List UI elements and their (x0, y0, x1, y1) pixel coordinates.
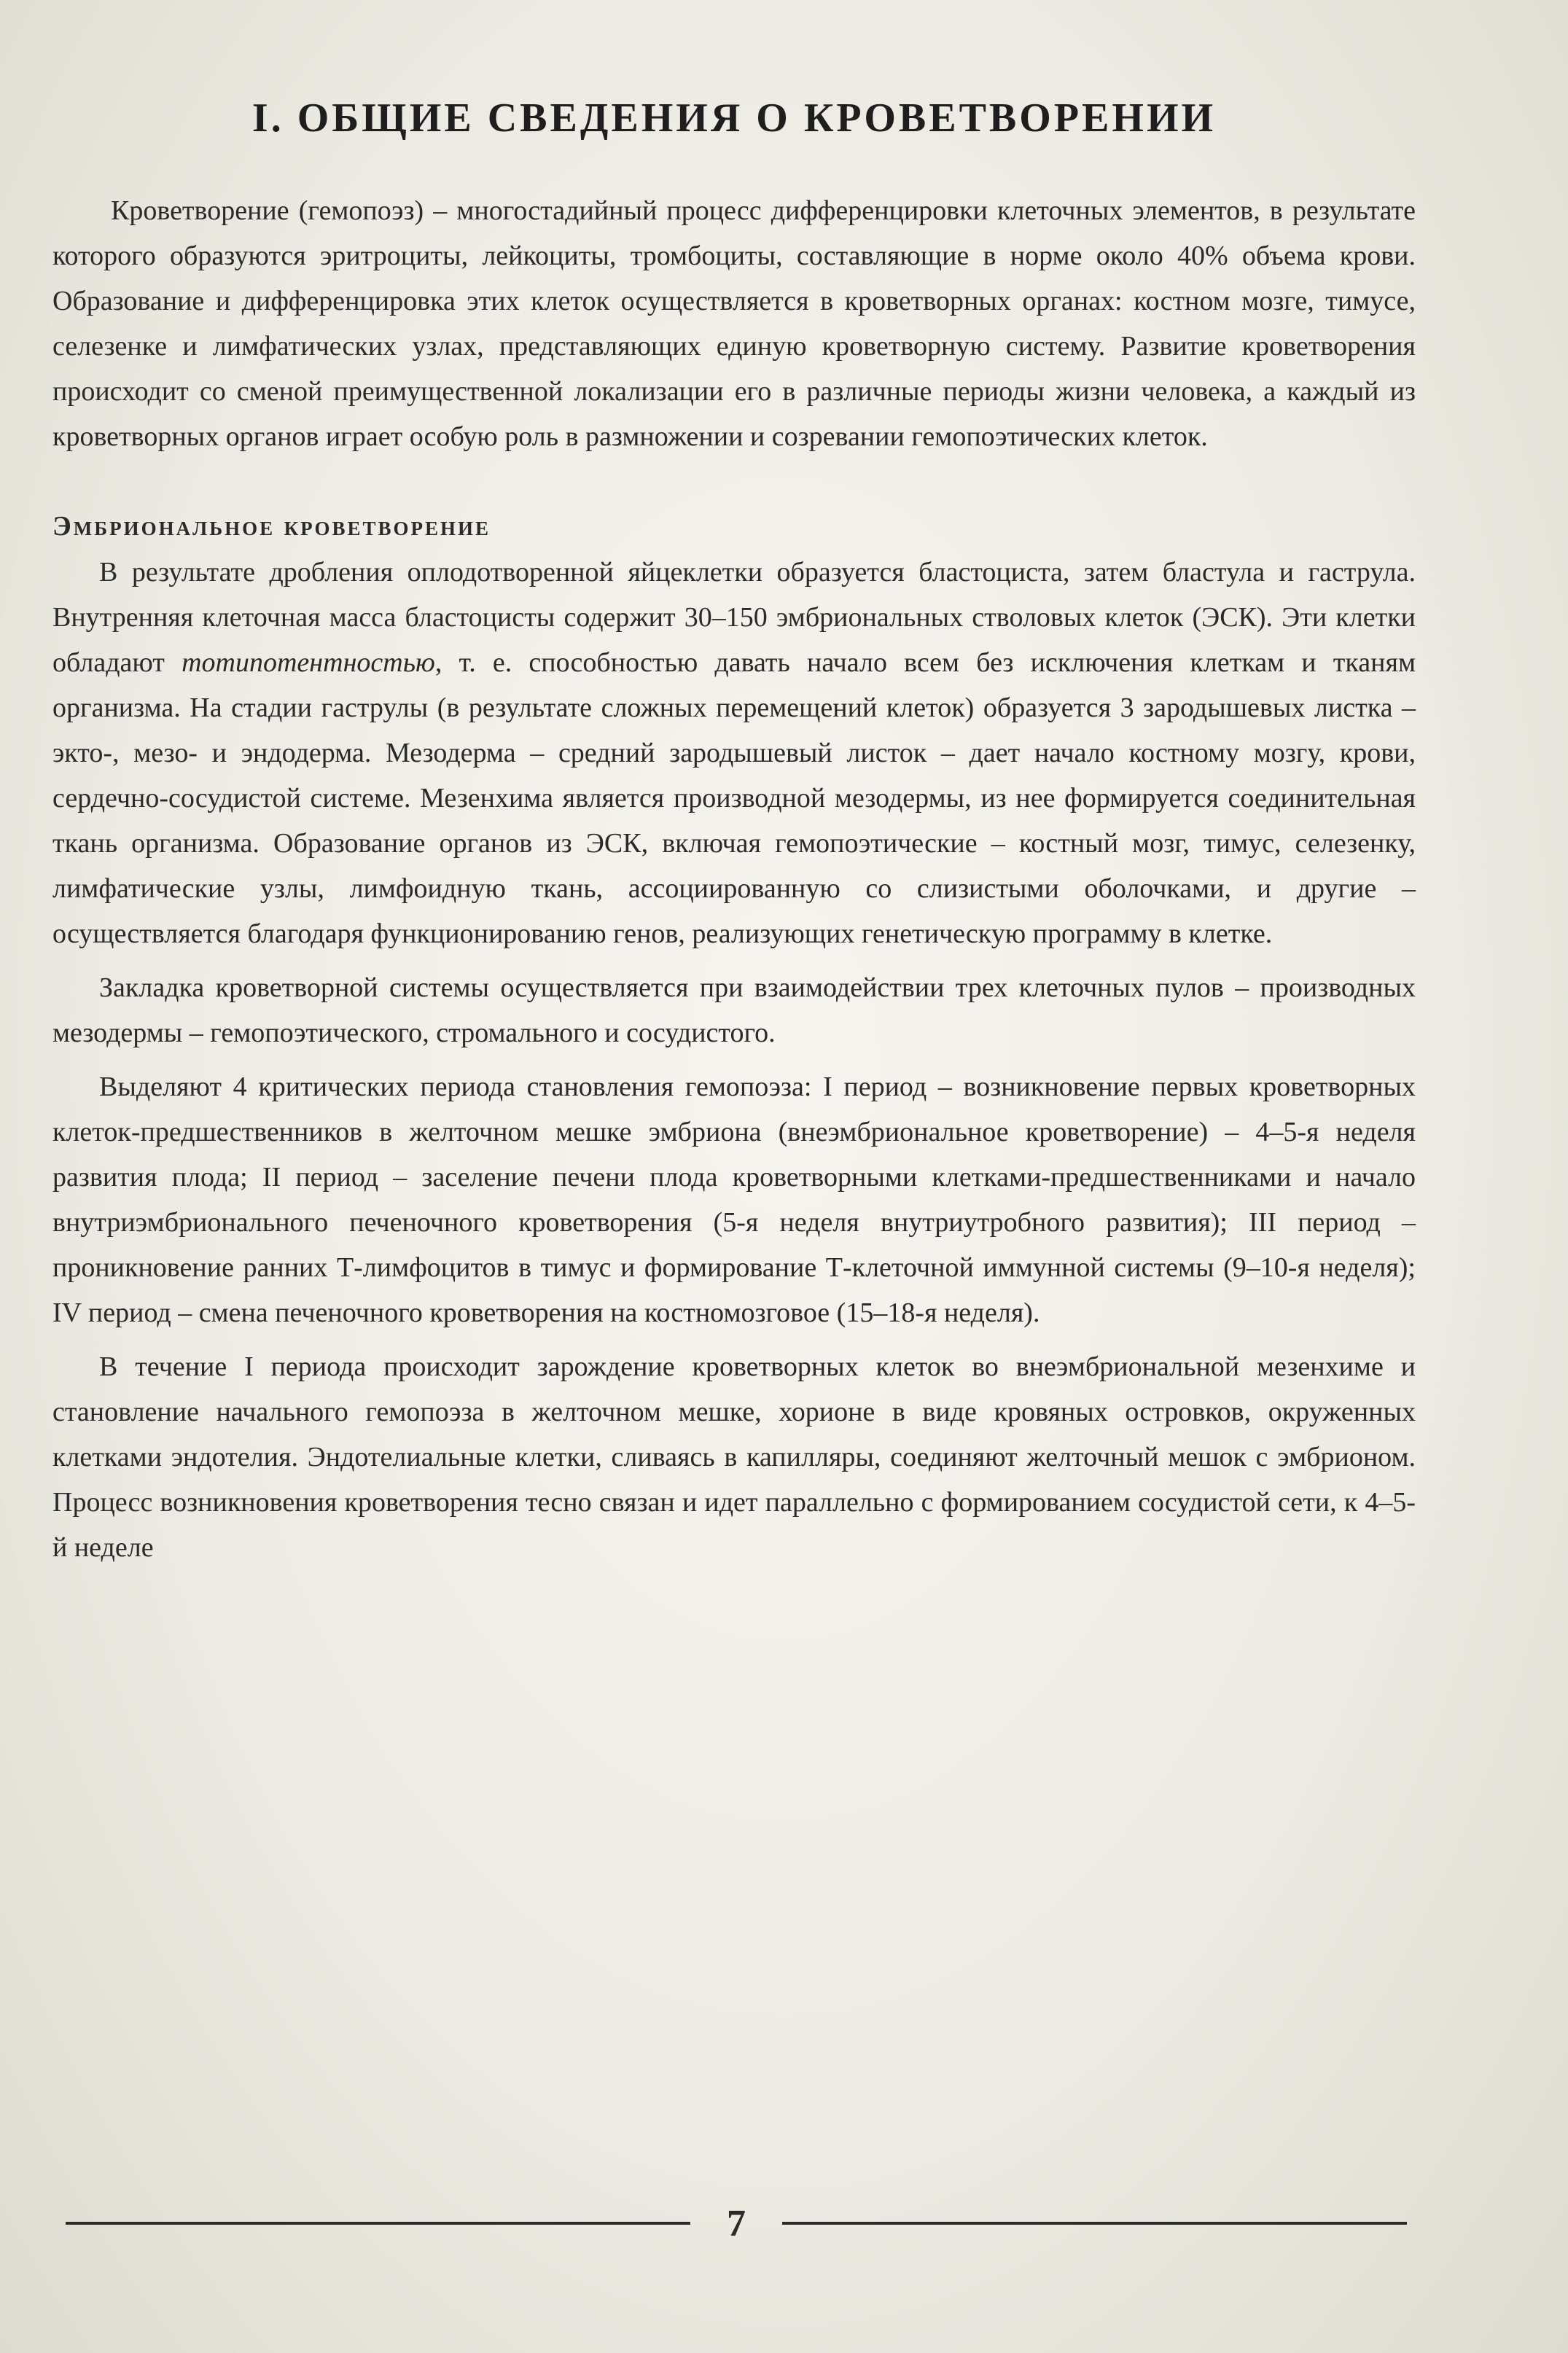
section-heading: Эмбриональное кроветворение (52, 511, 491, 542)
footer-rule-right (782, 2222, 1407, 2225)
page-number: 7 (727, 2202, 746, 2244)
paragraph-embryonic-3: Выделяют 4 критических периода становления гемопоэза: I период – возникновение первых кроветворных клеток-предшественников в желточном мешке эмбриона (внеэмбриональное кроветворение) – 4–5-я неделя развития плода; II период – заселение печени плода кроветворными клетками-предшественниками и начало внутриэмбрионального печеночного кроветворения (5-я неделя внутриутробного развития); III период – проникновение ранних Т-лимфоцитов в тимус и формирование Т-клеточной иммунной системы (9–10-я неделя); IV период – смена печеночного кроветворения на костномозговое (15–18-я неделя). (52, 1072, 1416, 1328)
page-footer (66, 2194, 1407, 2252)
paragraph-text-end: , т. е. способностью давать начало всем без исключения клеткам и тканям организма. На стадии гаструлы (в результате сложных перемещений клеток) образуется 3 зародышевых листка – экто-, мезо- и эндодерма. Мезодерма – средний зародышевый листок – дает начало костному мозгу, крови, сердечно-сосудистой системе. Мезенхима является производной мезодермы, из нее формируется соединительная ткань организма. Образование органов из ЭСК, включая гемопоэтические – костный мозг, тимус, селезенку, лимфатические узлы, лимфоидную ткань, ассоциированную со слизистыми оболочками, и другие – осуществляется благодаря функционированию генов, реализующих генетическую программу в клетке. (52, 647, 1416, 949)
paragraph-text-start: В результате дробления оплодотворенной яйцеклетки образуется бластоциста, затем бластула и гаструла. Внутренняя клеточная масса бластоцисты содержит 30–150 эмбриональных стволовых клеток (ЭСК). Эти клетки обладают (52, 557, 1416, 678)
chapter-title: I. ОБЩИЕ СВЕДЕНИЯ О КРОВЕТВОРЕНИИ (251, 95, 1217, 141)
paragraph-embryonic-1 (52, 550, 1416, 956)
paragraph-embryonic-2: Закладка кроветворной системы осуществляется при взаимодействии трех клеточных пулов – производных мезодермы – гемопоэтического, стромального и сосудистого. (52, 972, 1416, 1048)
italic-term: тотипотентностью (182, 647, 435, 678)
footer-rule-left (66, 2222, 690, 2225)
page-content (52, 95, 1416, 1570)
intro-paragraph: Кроветворение (гемопоэз) – многостадийный процесс дифференцировки клеточных элементов, в результате которого образуются эритроциты, лейкоциты, тромбоциты, составляющие в норме около 40% объема крови. Образование и дифференцировка этих клеток осуществляется в кроветворных органах: костном мозге, тимусе, селезенке и лимфатических узлах, представляющих единую кроветворную систему. Развитие кроветворения происходит со сменой преимущественной локализации его в различные периоды жизни человека, а каждый из кроветворных органов играет особую роль в размножении и созревании гемопоэтических клеток. (52, 195, 1416, 452)
paragraph-embryonic-4: В течение I периода происходит зарождение кроветворных клеток во внеэмбриональной мезенхиме и становление начального гемопоэза в желточном мешке, хорионе в виде кровяных островков, окруженных клетками эндотелия. Эндотелиальные клетки, сливаясь в капилляры, соединяют желточный мешок с эмбрионом. Процесс возникновения кроветворения тесно связан и идет параллельно с формированием сосудистой сети, к 4–5-й неделе (52, 1351, 1416, 1563)
